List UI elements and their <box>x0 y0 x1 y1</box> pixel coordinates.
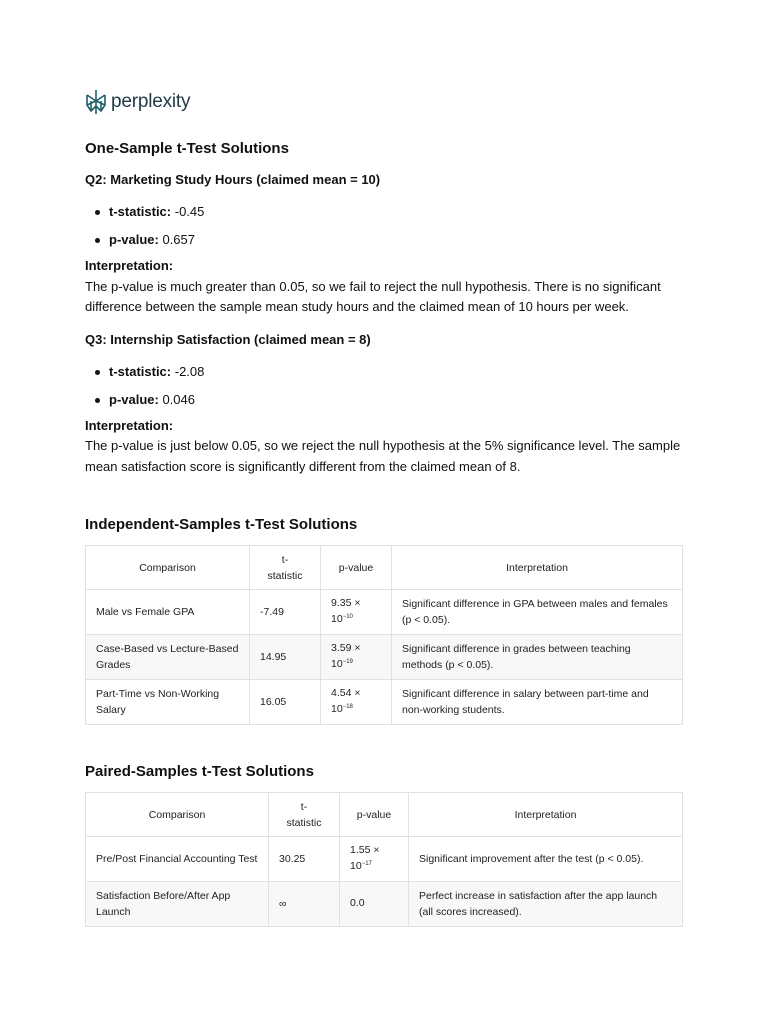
brand-logo[interactable] <box>85 88 683 116</box>
col-p-value: p-value <box>340 793 409 837</box>
p-value-value: 0.046 <box>158 391 195 407</box>
comparison-cell: Pre/Post Financial Accounting Test <box>86 837 269 882</box>
interpretation-cell: Significant difference in salary between part-time and non-working students. <box>392 680 683 725</box>
table-header-row <box>86 546 683 590</box>
interpretation-label: Interpretation: <box>85 258 174 273</box>
p-value-label: p-value: <box>109 232 159 247</box>
col-t-statistic: t- statistic <box>250 546 321 590</box>
table-row <box>86 837 683 882</box>
interpretation-text: The p-value is just below 0.05, so we reject the null hypothesis at the 5% significance level. The sample mean satisfaction score is significantly different from the claimed mean of 8. <box>85 438 681 474</box>
list-item <box>85 390 683 410</box>
list-item <box>85 362 683 382</box>
comparison-cell: Case-Based vs Lecture-Based Grades <box>86 635 250 680</box>
table-row <box>86 635 683 680</box>
perplexity-logo-icon <box>85 89 107 115</box>
p-value-cell: 4.54 × $10^{-18}$ <box>321 680 392 725</box>
q3-title: Q3: Internship Satisfaction (claimed mean = 8) <box>85 331 371 347</box>
brand-name: perplexity <box>111 91 191 112</box>
independent-heading: Independent-Samples t-Test Solutions <box>85 516 358 533</box>
comparison-cell: Part-Time vs Non-Working Salary <box>86 680 250 725</box>
p-value-cell: 9.35 × $10^{-10}$ <box>321 590 392 635</box>
col-comparison: Comparison <box>86 793 269 837</box>
paired-table <box>85 792 683 927</box>
t-stat-value: -2.08 <box>171 363 205 379</box>
t-stat-cell: 16.05 <box>250 680 321 725</box>
interpretation-cell: Significant difference in GPA between males and females (p < 0.05). <box>392 590 683 635</box>
interpretation-cell: Perfect increase in satisfaction after the app launch (all scores increased). <box>409 882 683 927</box>
table-row <box>86 680 683 725</box>
p-value-label: p-value: <box>109 391 159 407</box>
table-header-row <box>86 793 683 837</box>
list-item <box>85 230 683 250</box>
p-value-value: 0.657 <box>158 232 195 247</box>
col-interpretation: Interpretation <box>409 793 683 837</box>
col-interpretation: Interpretation <box>392 546 683 590</box>
comparison-cell: Satisfaction Before/After App Launch <box>86 882 269 927</box>
independent-table <box>85 545 683 725</box>
t-stat-cell: 30.25 <box>269 837 340 882</box>
one-sample-heading: One-Sample t-Test Solutions <box>85 140 289 157</box>
comparison-cell: Male vs Female GPA <box>86 590 250 635</box>
t-stat-label: t-statistic: <box>109 363 172 379</box>
q3-results-list <box>85 362 683 410</box>
list-item <box>85 202 683 222</box>
t-stat-value: -0.45 <box>171 204 205 219</box>
p-value-cell: 3.59 × $10^{-19}$ <box>321 635 392 680</box>
q2-results-list <box>85 202 683 250</box>
paired-heading: Paired-Samples t-Test Solutions <box>85 763 314 780</box>
interpretation-label: Interpretation: <box>85 417 174 433</box>
p-value-cell: 0.0 <box>340 882 409 927</box>
interpretation-cell: Significant difference in grades between teaching methods (p < 0.05). <box>392 635 683 680</box>
interpretation-cell: Significant improvement after the test (p < 0.05). <box>409 837 683 882</box>
t-stat-cell: 14.95 <box>250 635 321 680</box>
table-row <box>86 590 683 635</box>
t-stat-label: t-statistic: <box>109 204 172 219</box>
q2-title: Q2: Marketing Study Hours (claimed mean = 10) <box>85 172 381 187</box>
interpretation-text: The p-value is much greater than 0.05, so we fail to reject the null hypothesis. There is no significant difference between the sample mean study hours and the claimed mean of 10 hours per week. <box>85 278 661 314</box>
col-p-value: p-value <box>321 546 392 590</box>
t-stat-cell: -7.49 <box>250 590 321 635</box>
document-page <box>85 88 683 927</box>
p-value-cell: 1.55 × $10^{-17}$ <box>340 837 409 882</box>
col-t-statistic: t- statistic <box>269 793 340 837</box>
col-comparison: Comparison <box>86 546 250 590</box>
table-row <box>86 882 683 927</box>
t-stat-cell: ∞ <box>269 882 340 927</box>
